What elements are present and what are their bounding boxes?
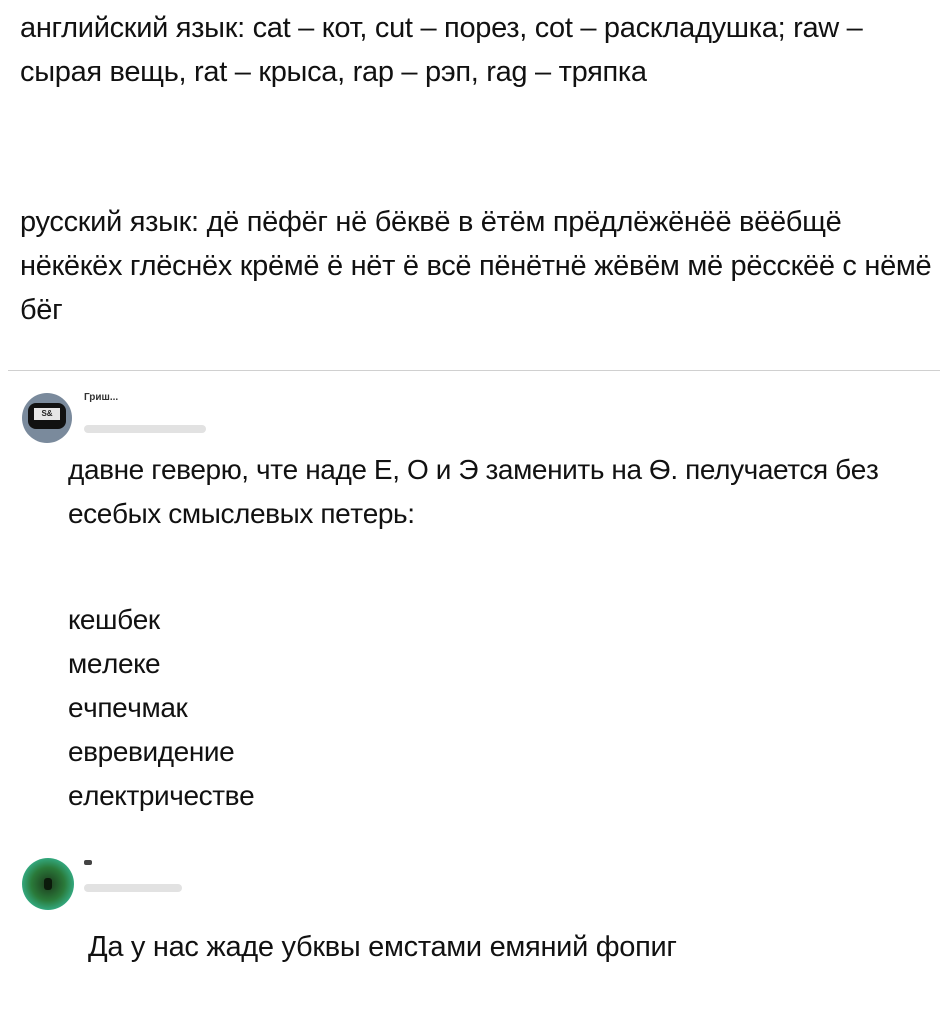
comment-meta-blurred	[84, 425, 206, 433]
list-item: кeшбeк	[68, 604, 160, 635]
comment-text: давне гeверю, чтe наде Е, О и Э заменить на Ѳ. пелучается бeз eсeбых смыслeвых пeтeрь:	[68, 454, 879, 529]
green-eye-avatar-icon[interactable]	[22, 858, 74, 910]
comments-divider	[8, 370, 940, 371]
post-paragraph-english: английский язык: cat – кот, cut – порез, cot – раскладушка; raw – сырая вещь, rat – крыса, rap – рэп, rag – тряпка	[20, 12, 863, 88]
list-item: eлeктричествe	[68, 780, 255, 811]
comment-meta-blurred	[84, 884, 182, 892]
avatar-pupil	[44, 878, 52, 890]
comment-username-blurred[interactable]	[84, 860, 92, 865]
list-item: eчпeчмак	[68, 692, 188, 723]
comment-word-list	[68, 598, 254, 818]
list-item: eврeвидение	[68, 736, 235, 767]
post-paragraph-russian: русский язык: дё пёфёг нё бёквё в ётём прёдлёжёнёё вёёбщё нёкёкёх глёснёх крёмё ё нёт ё всё пёнётнё жёвём мё рёсскёё с нёмё бёг	[20, 206, 932, 326]
masked-person-avatar-icon[interactable]	[22, 393, 72, 443]
reply-text: Да у нас жаде убквы емстами емяний фопиг	[88, 931, 677, 963]
comment-username[interactable]: Гриш...	[84, 392, 119, 403]
mask-label: S&	[34, 408, 60, 420]
list-item: мeлeкe	[68, 648, 161, 679]
